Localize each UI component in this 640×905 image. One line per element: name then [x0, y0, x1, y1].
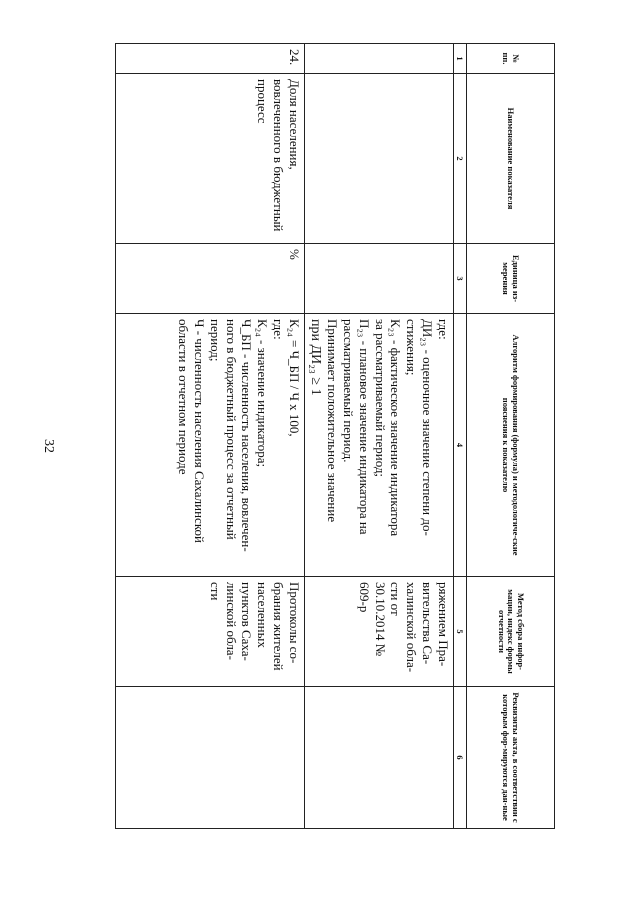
method-line: сти от [388, 582, 404, 616]
method-cell [116, 577, 305, 687]
algorithm-line: за рассматриваемый период; [372, 319, 388, 478]
indicator-table-wrapper [115, 43, 555, 828]
header-indicator-name: Наименование показателя [467, 74, 555, 244]
algorithm-line: где: [271, 319, 287, 340]
method-line: населенных [255, 582, 271, 648]
algorithm-line: К₂₄ - значение индикатора; [255, 319, 271, 468]
algorithm-line: стижения; [404, 319, 420, 376]
algorithm-line: К₂₄ = Ч_БП / Ч х 100, [287, 319, 303, 437]
algorithm-line: П₂₃ - плановое значение индикатора на [356, 319, 372, 535]
header-act-details: Реквизиты акта, в соответствии с которым фор-мируются дан-ные [467, 687, 555, 829]
method-line: 30.10.2014 № [372, 582, 388, 657]
method-line: сти [207, 582, 223, 601]
header-method: Метод сбора инфор-мации, индекс формы отчетности [467, 577, 555, 687]
algorithm-line: ДИ₂₃ - оценочное значение степени до- [420, 319, 436, 536]
method-line: брания жителей [271, 582, 287, 671]
algorithm-line: где: [436, 319, 451, 340]
method-line: пунктов Саха- [239, 582, 255, 661]
rotated-page-area [115, 43, 555, 828]
column-number: 5 [454, 577, 467, 687]
indicator-table [115, 43, 555, 829]
column-number: 4 [454, 314, 467, 577]
algorithm-line: при ДИ₂₃ ≥ 1 [308, 319, 324, 396]
indicator-name-cell: Доля населения, вовлеченного в бюджетный процесс [116, 74, 305, 244]
column-number: 6 [454, 687, 467, 829]
table-row-continued [305, 44, 454, 829]
method-line: халинской обла- [404, 582, 420, 673]
indicator-name-cell [305, 74, 454, 244]
method-line: Протоколы со- [287, 582, 303, 664]
algorithm-line: период; [207, 319, 223, 362]
algorithm-line: рассматриваемый период. [340, 319, 356, 463]
algorithm-line: Принимает положительное значение [324, 319, 340, 523]
header-number: № пп. [467, 44, 555, 74]
page-number: 32 [41, 439, 56, 453]
method-cell [305, 577, 454, 687]
table-row-24 [116, 44, 305, 829]
method-line: 609-р [356, 582, 372, 613]
column-number: 2 [454, 74, 467, 244]
algorithm-cell [305, 314, 454, 577]
row-number-cell: 24. [116, 44, 305, 74]
unit-cell: % [116, 244, 305, 314]
header-algorithm: Алгоритм формирования (формула) и методологиче-ские пояснения к показателю [467, 314, 555, 577]
column-number: 1 [454, 44, 467, 74]
table-header-row [467, 44, 555, 829]
header-unit: Единица из-мерения [467, 244, 555, 314]
act-details-cell [305, 687, 454, 829]
row-number-cell [305, 44, 454, 74]
method-line: вительства Са- [420, 582, 436, 665]
algorithm-line: К₂₃ - фактическое значение индикатора [388, 319, 404, 537]
algorithm-line: области в отчетном периоде [176, 319, 192, 475]
algorithm-line: ного в бюджетный процесс за отчетный [223, 319, 239, 540]
unit-cell [305, 244, 454, 314]
column-number: 3 [454, 244, 467, 314]
act-details-cell [116, 687, 305, 829]
algorithm-cell [116, 314, 305, 577]
method-line: ряжением Пра- [436, 582, 451, 667]
algorithm-line: Ч_БП - численность населения, вовлечен- [239, 319, 255, 552]
algorithm-line: Ч - численность населения Сахалинской [191, 319, 207, 543]
method-line: линской обла- [223, 582, 239, 660]
column-number-row [454, 44, 467, 829]
